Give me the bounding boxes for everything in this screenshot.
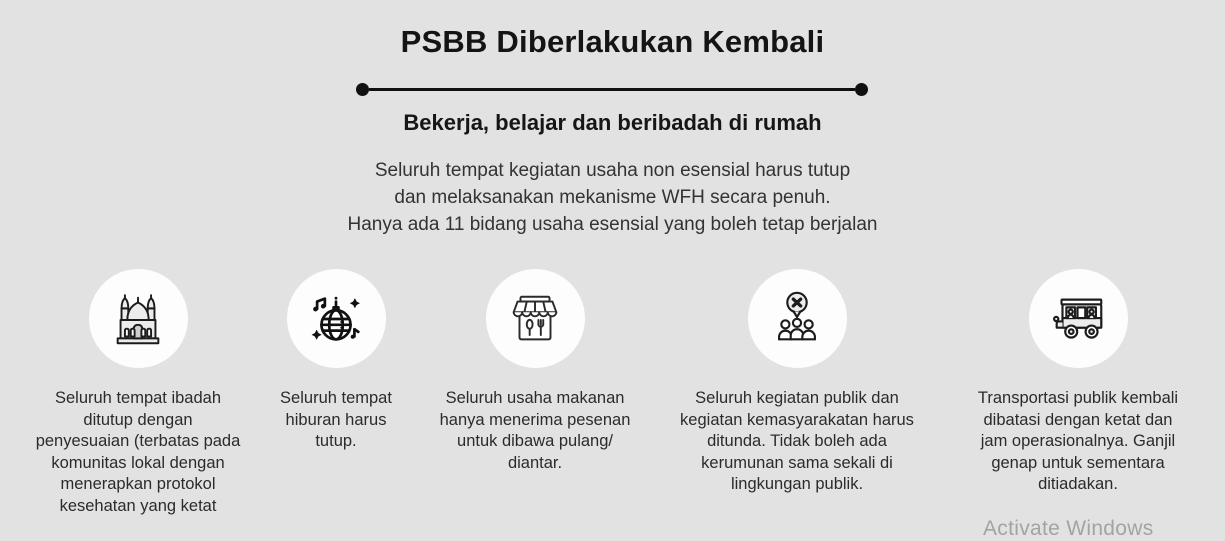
page-subtitle: Bekerja, belajar dan beribadah di rumah <box>403 110 822 135</box>
info-item-text: Seluruh tempat hiburan harus tutup. <box>280 389 392 450</box>
disco-ball-icon <box>287 269 386 368</box>
divider-left-dot <box>356 83 369 96</box>
description-line-1: Seluruh tempat kegiatan usaha non esensial harus tutup <box>374 160 851 181</box>
info-item-text: Transportasi publik kembali dibatasi dengan ketat dan jam operasionalnya. Ganjil genap untuk sementara ditiadakan. <box>977 389 1179 493</box>
activate-windows-watermark: Activate Windows <box>983 517 1154 540</box>
page-title: PSBB Diberlakukan Kembali <box>400 24 825 59</box>
info-item-text: Seluruh usaha makanan hanya menerima pesenan untuk dibawa pulang/ diantar. <box>439 389 631 472</box>
info-item-food <box>432 269 638 474</box>
info-item-text: Seluruh kegiatan publik dan kegiatan kemasyarakatan harus ditunda. Tidak boleh ada kerumunan sama sekali di lingkungan publik. <box>680 389 914 493</box>
description-line-2: dan melaksanakan mekanisme WFH secara penuh. <box>394 187 831 208</box>
divider-line <box>369 88 855 91</box>
info-item-worship <box>35 269 241 517</box>
crowd-no-gathering-icon <box>748 269 847 368</box>
description-line-3: Hanya ada 11 bidang usaha esensial yang boleh tetap berjalan <box>347 214 878 235</box>
info-item-public-activities <box>666 269 928 496</box>
info-item-transport <box>969 269 1187 496</box>
title-divider <box>356 82 868 96</box>
mosque-icon <box>89 269 188 368</box>
food-store-icon <box>486 269 585 368</box>
divider-right-dot <box>855 83 868 96</box>
info-item-text: Seluruh tempat ibadah ditutup dengan penyesuaian (terbatas pada komunitas lokal dengan menerapkan protokol kesehatan yang ketat <box>35 389 241 515</box>
page-description <box>0 157 1225 238</box>
info-item-entertainment <box>268 269 404 453</box>
bus-icon <box>1029 269 1128 368</box>
